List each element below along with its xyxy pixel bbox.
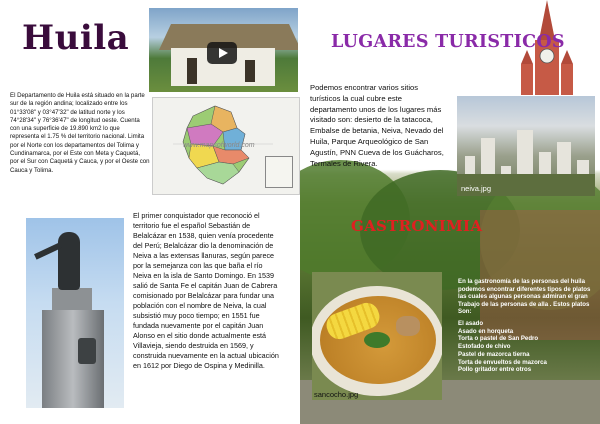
- history-paragraph: El primer conquistador que reconoció el territorio fue el español Sebastián de Belalcázar en 1538, quien venía procedente del Perú; Belalcázar dio la denominación de Neiva a las extensas llanuras, según parece por la semejanza con las que baña el río Neiva en la isla de Santo Domingo. En 1539 salió de Santa Fe el capitán Juan de Cabrera comisionado por Belalcázar para fundar una población con el nombre de Neiva, la cual subsistió muy poco tiempo; en 1551 fue fundada nuevamente por el capitán Juan Alonso en el sitio donde actualmente está Villavieja, siendo destruida en 1569, y construida nuevamente en la actual ubicación en 1612 por Diego de Ospina y Medinilla.: [133, 211, 279, 370]
- right-page: [300, 0, 600, 424]
- statue-plaque: [78, 338, 96, 364]
- lugares-paragraph: Podemos encontrar varios sitios turísticos la cual cubre este departamento unos de los lugares más visitado son: desierto de la tatacoca, Embalse de betania, Neiva, Nevado del Huila, Parque Arqueológico de San Agustín, PNN Cueva de los Guácharos, Termales de Rivera.: [310, 83, 444, 168]
- dish-list: [458, 320, 598, 374]
- gastronomia-paragraph: En la gastronomía de las personas del huila podemos encontrar diferentes tipos de platos las cuales algunas personas admiran el gran Trabajo de las personas de alla . Estos platos Son:: [458, 278, 591, 316]
- map-watermark: www.mapsofworld.com: [183, 142, 255, 149]
- video-thumbnail[interactable]: [149, 8, 298, 92]
- intro-paragraph: El Departamento de Huila está situado en la parte sur de la región andina; localizado entre los 01°33'08" y 03°47'32" de latitud norte y los 74°28'34" y 76°36'47" de longitud oeste. Cuenta con una superficie de 19.890 km2 lo que representa el 1.75 % del territorio nacional. Limita por el Norte con los departamentos del Tolima y Cundinamarca, por el Este con Meta y Caquetá, por el Sur con Caquetá y Cauca, y por el Oeste con Cauca y Tolima.: [10, 92, 150, 174]
- meat-piece: [396, 316, 420, 336]
- gastronomia-title: GASTRONIMIA: [351, 217, 483, 235]
- list-item: El asado: [458, 320, 484, 327]
- neiva-photo: [457, 96, 595, 196]
- lugares-title: LUGARES TURISTICOS: [331, 32, 565, 52]
- page-title: Huila: [22, 18, 130, 58]
- conquistador-statue-photo: [26, 218, 124, 408]
- list-item: Estofado de chivo: [458, 343, 511, 351]
- cilantro: [364, 332, 390, 348]
- play-icon[interactable]: [207, 42, 237, 64]
- statue-figure: [58, 232, 80, 290]
- list-item: Pastel de mazorca tierna: [458, 350, 530, 358]
- list-item: Asado en horqueta: [458, 327, 514, 335]
- sancocho-caption: sancocho.jpg: [314, 390, 359, 399]
- colombia-inset-map: [265, 156, 293, 188]
- neiva-caption: neiva.jpg: [461, 184, 492, 193]
- huila-map: [152, 97, 300, 195]
- house-door: [187, 58, 197, 84]
- house-window: [245, 60, 255, 82]
- list-item: Torta o pastel de San Pedro: [458, 335, 539, 343]
- list-item: Torta de envueltos de mazorca: [458, 358, 547, 366]
- sancocho-photo: [312, 272, 442, 400]
- list-item: Pollo gritador entre otros: [458, 366, 532, 374]
